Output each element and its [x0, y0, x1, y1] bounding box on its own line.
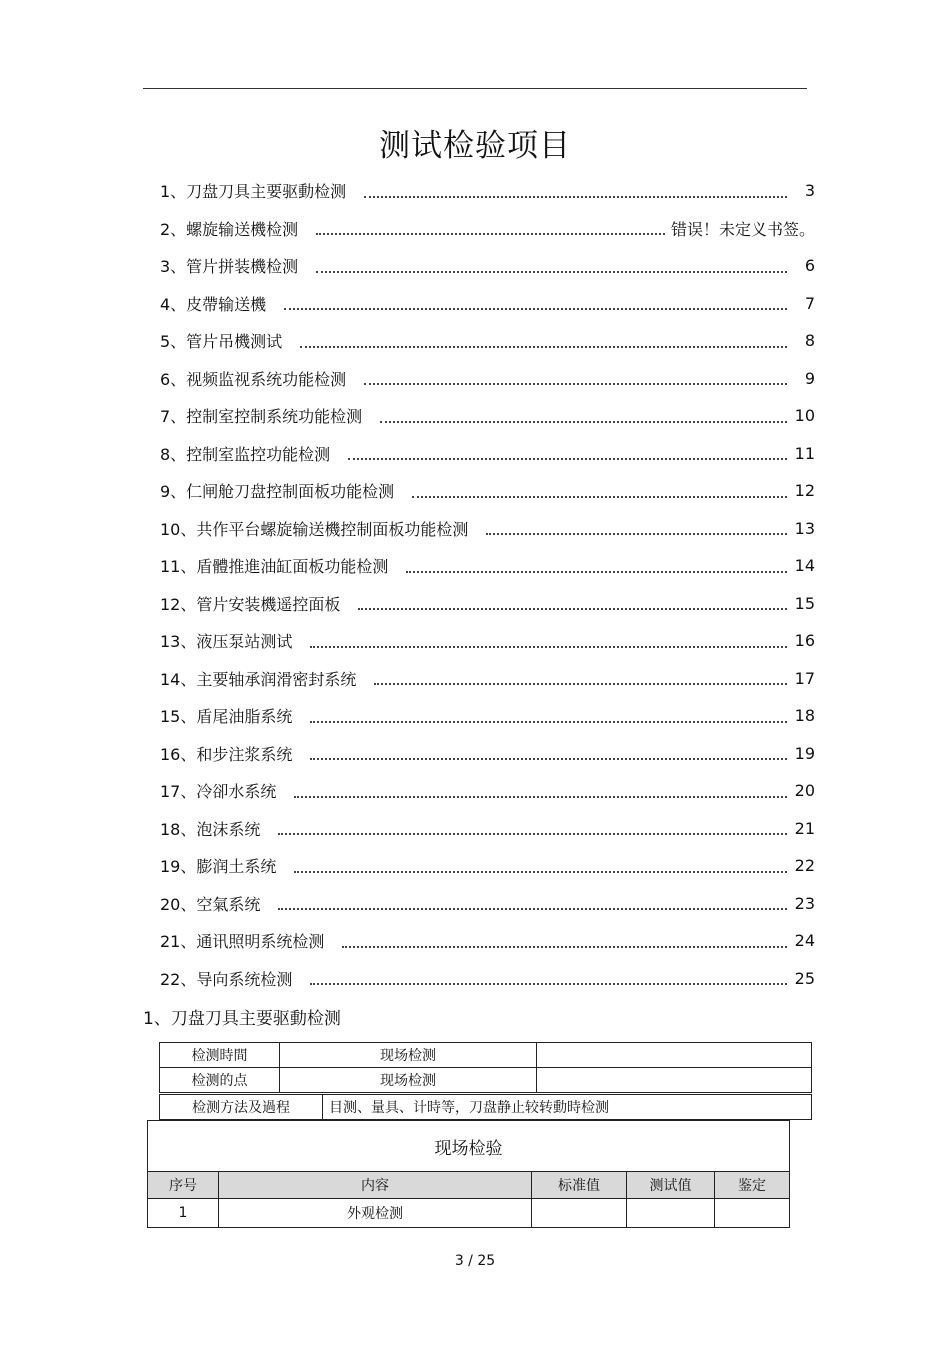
toc-entry[interactable] [160, 435, 815, 473]
toc-entry-page: 19 [794, 743, 815, 763]
toc-entry-label: 14、主要轴承润滑密封系统 [160, 669, 357, 689]
toc-leader-dots [486, 533, 787, 535]
toc-entry-label: 15、盾尾油脂系统 [160, 707, 293, 727]
toc-entry[interactable] [160, 847, 815, 885]
toc-leader-dots [358, 608, 787, 610]
toc-entry-label: 9、仁闸舱刀盘控制面板功能检测 [160, 482, 395, 502]
toc-entry-page: 15 [794, 593, 815, 613]
toc-leader-dots [284, 308, 787, 310]
toc-entry-label: 18、泡沫系统 [160, 819, 261, 839]
column-header: 鉴定 [715, 1172, 790, 1199]
toc-leader-dots [374, 683, 787, 685]
toc-entry-label: 17、冷卻水系统 [160, 782, 277, 802]
table-of-contents [160, 172, 815, 997]
toc-entry[interactable] [160, 247, 815, 285]
toc-leader-dots [310, 721, 787, 723]
toc-entry[interactable] [160, 510, 815, 548]
toc-entry-page: 13 [794, 518, 815, 538]
toc-entry[interactable] [160, 285, 815, 323]
method-label-cell: 检测方法及過程 [160, 1095, 323, 1120]
header-rule [143, 88, 807, 89]
page-title: 测试检验项目 [379, 128, 571, 164]
toc-entry-label: 1、刀盘刀具主要驱動检测 [160, 182, 347, 202]
toc-entry-page: 21 [794, 818, 815, 838]
table-title-row [148, 1121, 790, 1172]
toc-entry-page: 3 [804, 181, 815, 201]
toc-entry-label: 5、管片吊機测试 [160, 332, 283, 352]
column-header: 内容 [219, 1172, 532, 1199]
toc-entry-label: 4、皮帶输送機 [160, 294, 267, 314]
toc-entry[interactable] [160, 922, 815, 960]
toc-entry-page: 6 [804, 256, 815, 276]
inspection-info-table [159, 1042, 812, 1093]
toc-leader-dots [342, 946, 787, 948]
measured-cell [627, 1199, 715, 1228]
toc-entry-page: 11 [794, 443, 815, 463]
toc-entry-page: 22 [794, 856, 815, 876]
empty-cell [537, 1043, 812, 1068]
field-inspection-table [147, 1120, 790, 1228]
table-row [160, 1043, 812, 1068]
toc-entry-label: 10、共作平台螺旋输送機控制面板功能检测 [160, 519, 469, 539]
toc-leader-dots [278, 908, 787, 910]
toc-leader-dots [294, 871, 787, 873]
toc-entry[interactable] [160, 172, 815, 210]
toc-entry[interactable] [160, 472, 815, 510]
content-cell: 外观检测 [219, 1199, 532, 1228]
toc-leader-dots [310, 983, 787, 985]
toc-entry-label: 7、控制室控制系统功能检测 [160, 407, 363, 427]
toc-leader-dots [364, 196, 787, 198]
page-number: 3 / 25 [454, 1253, 496, 1269]
empty-cell [537, 1068, 812, 1093]
toc-entry[interactable] [160, 885, 815, 923]
field-table-title: 现场检验 [148, 1121, 790, 1172]
toc-entry-page: 18 [794, 706, 815, 726]
toc-entry-page: 23 [794, 893, 815, 913]
toc-entry-page: 9 [804, 368, 815, 388]
toc-entry-label: 12、管片安装機遥控面板 [160, 594, 341, 614]
toc-entry[interactable] [160, 810, 815, 848]
standard-cell [532, 1199, 627, 1228]
toc-entry-label: 2、螺旋输送機检测 [160, 219, 299, 239]
toc-entry-label: 19、膨润土系统 [160, 857, 277, 877]
toc-entry-page: 25 [794, 968, 815, 988]
toc-leader-dots [364, 383, 787, 385]
toc-leader-dots [406, 571, 787, 573]
toc-entry-page: 16 [794, 631, 815, 651]
toc-leader-dots [278, 833, 787, 835]
toc-leader-dots [310, 758, 787, 760]
toc-entry-page: 17 [794, 668, 815, 688]
toc-entry[interactable] [160, 735, 815, 773]
toc-leader-dots [300, 346, 787, 348]
toc-leader-dots [310, 646, 787, 648]
toc-entry-label: 11、盾體推進油缸面板功能检测 [160, 557, 389, 577]
column-header: 测试值 [627, 1172, 715, 1199]
toc-entry-page: 24 [794, 931, 815, 951]
toc-entry-page: 20 [794, 781, 815, 801]
column-header: 标准值 [532, 1172, 627, 1199]
time-label-cell: 检测時間 [160, 1043, 280, 1068]
point-label-cell: 检测的点 [160, 1068, 280, 1093]
time-value-cell: 现场检测 [280, 1043, 537, 1068]
row-number-cell: 1 [148, 1199, 219, 1228]
table-row [148, 1199, 790, 1228]
inspection-method-table [159, 1094, 812, 1120]
toc-entry[interactable] [160, 360, 815, 398]
toc-entry[interactable] [160, 622, 815, 660]
toc-entry[interactable] [160, 585, 815, 623]
toc-entry[interactable] [160, 697, 815, 735]
toc-entry-label: 3、管片拼装機检测 [160, 257, 299, 277]
toc-entry-page: 错误！未定义书签。 [670, 219, 815, 239]
toc-leader-dots [316, 233, 665, 235]
method-value-cell: 目测、量具、计時等，刀盘静止较转動時检测 [323, 1095, 812, 1120]
toc-entry[interactable] [160, 210, 815, 248]
toc-entry-label: 20、空氣系统 [160, 894, 261, 914]
toc-entry-page: 14 [794, 556, 815, 576]
toc-entry-page: 8 [804, 331, 815, 351]
toc-entry-label: 8、控制室监控功能检测 [160, 444, 331, 464]
table-header-row [148, 1172, 790, 1199]
result-cell [715, 1199, 790, 1228]
toc-leader-dots [380, 421, 787, 423]
column-header: 序号 [148, 1172, 219, 1199]
table-row [160, 1095, 812, 1120]
toc-leader-dots [348, 458, 787, 460]
table-row [160, 1068, 812, 1093]
toc-entry-page: 7 [804, 293, 815, 313]
toc-entry-label: 21、通讯照明系统检测 [160, 932, 325, 952]
toc-entry-page: 10 [794, 406, 815, 426]
toc-leader-dots [316, 271, 787, 273]
section-heading: 1、刀盘刀具主要驱動检测 [143, 1009, 341, 1029]
toc-entry[interactable] [160, 322, 815, 360]
toc-entry[interactable] [160, 660, 815, 698]
toc-entry[interactable] [160, 960, 815, 998]
toc-entry[interactable] [160, 547, 815, 585]
point-value-cell: 现场检测 [280, 1068, 537, 1093]
toc-leader-dots [294, 796, 787, 798]
toc-entry-label: 22、导向系统检测 [160, 969, 293, 989]
toc-leader-dots [412, 496, 787, 498]
toc-entry-label: 16、和步注浆系统 [160, 744, 293, 764]
toc-entry-label: 6、视频监视系统功能检测 [160, 369, 347, 389]
toc-entry[interactable] [160, 772, 815, 810]
toc-entry-label: 13、液压泵站测试 [160, 632, 293, 652]
toc-entry[interactable] [160, 397, 815, 435]
toc-entry-page: 12 [794, 481, 815, 501]
